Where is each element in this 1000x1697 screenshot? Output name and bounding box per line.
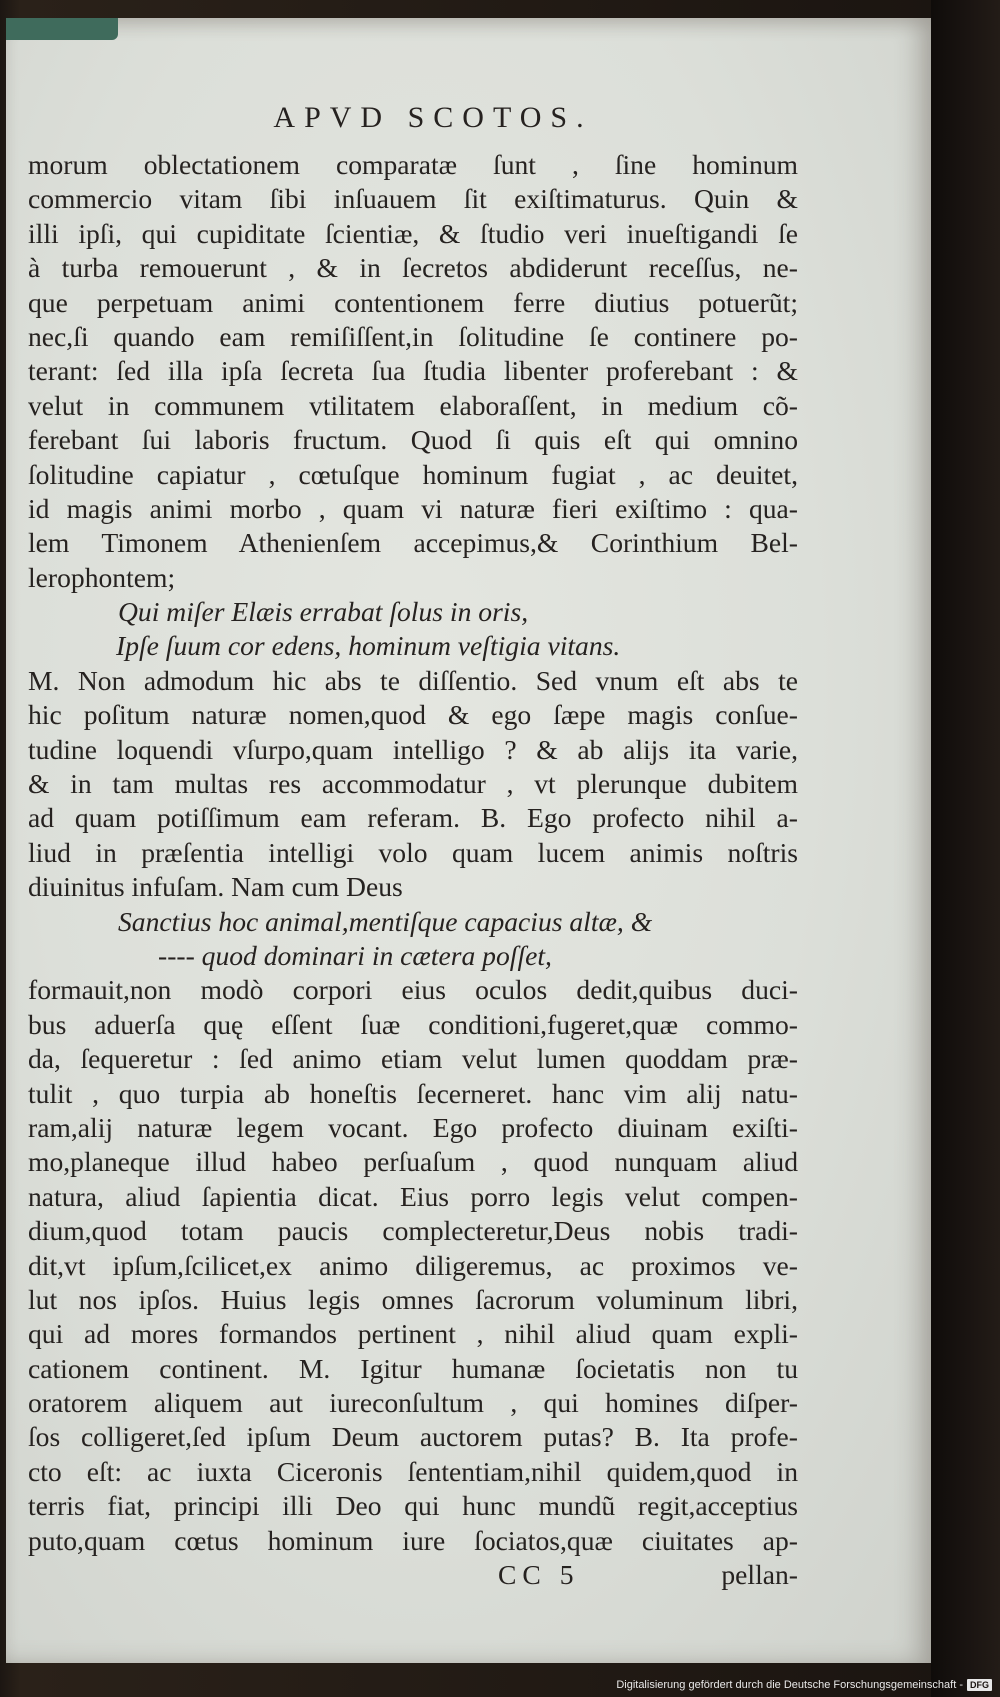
- signature-mark: CC 5: [498, 1559, 580, 1591]
- page-text: [28, 96, 798, 1592]
- page-footer: [28, 1558, 798, 1592]
- text-line: morum oblectationem comparatæ ſunt , ſine hominum: [28, 149, 798, 180]
- text-line: M. Non admodum hic abs te diſſentio. Sed vnum eſt abs te: [28, 664, 798, 696]
- text-line: liud in præſentia intelligi volo quam lucem animis noſtris: [28, 836, 798, 868]
- text-line: hic poſitum naturæ nomen,quod & ego ſæpe magis conſue-: [28, 699, 798, 731]
- text-line: oratorem aliquem aut iureconſultum , qui homines diſper-: [28, 1387, 798, 1419]
- text-line: ram,alij naturæ legem vocant. Ego profecto diuinam exiſti-: [28, 1111, 798, 1143]
- text-line: lem Timonem Athenienſem accepimus,& Corinthium Bel-: [28, 527, 798, 559]
- text-line: bus aduerſa quę eſſent ſuæ conditioni,fugeret,quæ commo-: [28, 1008, 798, 1040]
- text-line: natura, aliud ſapientia dicat. Eius porro legis velut compen-: [28, 1180, 798, 1212]
- text-line: ad quam potiſſimum eam referam. B. Ego profecto nihil a-: [28, 802, 798, 834]
- text-line: ſos colligeret,ſed ipſum Deum auctorem putas? B. Ita profe-: [28, 1421, 798, 1453]
- paragraph-1: [28, 148, 798, 595]
- text-line: terant: ſed illa ipſa ſecreta ſua ſtudia libenter proferebant : &: [28, 355, 798, 387]
- text-line: da, ſequeretur : ſed animo etiam velut lumen quoddam præ-: [28, 1043, 798, 1075]
- text-line: cationem continent. M. Igitur humanæ ſocietatis non tu: [28, 1352, 798, 1384]
- color-tab: [6, 18, 118, 40]
- running-head: APVD SCOTOS.: [273, 101, 593, 134]
- text-line: nec,ſi quando eam remiſiſſent,in ſolitudine ſe continere po-: [28, 320, 798, 352]
- text-line: lerophontem;: [28, 561, 176, 593]
- text-line: que perpetuam animi contentionem ferre diutius potuerũt;: [28, 286, 798, 318]
- text-line: à turba remouerunt , & in ſecretos abdiderunt receſſus, ne-: [28, 252, 798, 284]
- verse-line: ---- quod dominari in cætera poſſet,: [158, 939, 552, 971]
- scan-margin-right: [931, 0, 1000, 1697]
- text-line: ferebant ſui laboris fructum. Quod ſi quis eſt qui omnino: [28, 424, 798, 456]
- text-line: lut nos ipſos. Huius legis omnes ſacrorum voluminum libri,: [28, 1283, 798, 1315]
- paragraph-2: [28, 664, 798, 905]
- verse-quote-1: [28, 595, 798, 664]
- dfg-logo-icon: DFG: [967, 1679, 992, 1691]
- book-page: [6, 18, 931, 1663]
- text-line: & in tam multas res accommodatur , vt plerunque dubitem: [28, 768, 798, 800]
- text-line: cto eſt: ac iuxta Ciceronis ſententiam,nihil quidem,quod in: [28, 1455, 798, 1487]
- text-line: id magis animi morbo , quam vi naturæ fieri exiſtimo : qua-: [28, 492, 798, 524]
- text-line: commercio vitam ſibi inſuauem ſit exiſtimaturus. Quin &: [28, 183, 798, 215]
- text-line: diuinitus infuſam. Nam cum Deus: [28, 871, 403, 903]
- text-line: mo,planeque illud habeo perſuaſum , quod nunquam aliud: [28, 1146, 798, 1178]
- text-line: tulit , quo turpia ab honeſtis ſecerneret. hanc vim alij natu-: [28, 1077, 798, 1109]
- paragraph-3: [28, 973, 798, 1558]
- verse-quote-2: [28, 905, 798, 974]
- verse-line: Ipſe ſuum cor edens, hominum veſtigia vitans.: [116, 630, 621, 662]
- digitization-credit: [616, 1679, 992, 1691]
- text-line: formauit,non modò corpori eius oculos dedit,quibus duci-: [28, 974, 798, 1006]
- verse-line: Sanctius hoc animal,mentiſque capacius altæ, &: [118, 905, 653, 937]
- text-line: tudine loquendi vſurpo,quam intelligo ? & ab alijs ita varie,: [28, 733, 798, 765]
- credit-text: Digitalisierung gefördert durch die Deutsche Forschungsgemeinschaft -: [616, 1679, 963, 1691]
- text-line: illi ipſi, qui cupiditate ſcientiæ, & ſtudio veri inueſtigandi ſe: [28, 217, 798, 249]
- text-line: terris fiat, principi illi Deo qui hunc mundũ regit,acceptius: [28, 1490, 798, 1522]
- text-line: velut in communem vtilitatem elaboraſſent, in medium cõ-: [28, 389, 798, 421]
- text-line: puto,quam cœtus hominum iure ſociatos,quæ ciuitates ap-: [28, 1524, 798, 1556]
- text-line: ſolitudine capiatur , cœtuſque hominum fugiat , ac deuitet,: [28, 458, 798, 490]
- verse-line: Qui miſer Elæis errabat ſolus in oris,: [118, 596, 529, 628]
- text-line: qui ad mores formandos pertinent , nihil aliud quam expli-: [28, 1318, 798, 1350]
- catchword: pellan-: [721, 1559, 798, 1591]
- text-line: dium,quod totam paucis complecteretur,Deus nobis tradi-: [28, 1215, 798, 1247]
- text-line: dit,vt ipſum,ſcilicet,ex animo diligeremus, ac proximos ve-: [28, 1249, 798, 1281]
